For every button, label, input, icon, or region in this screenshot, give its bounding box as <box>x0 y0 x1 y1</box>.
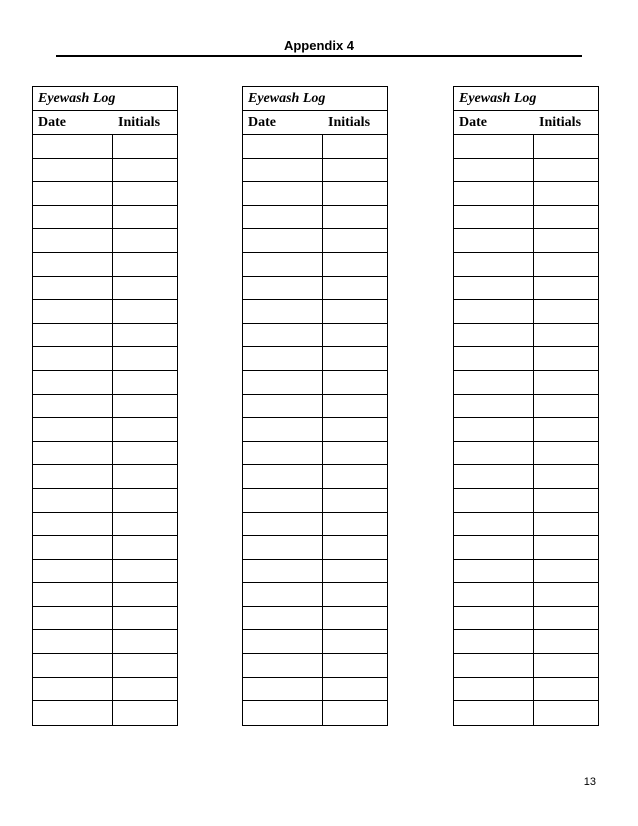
initials-cell[interactable] <box>323 300 387 323</box>
log-row <box>454 324 598 348</box>
date-cell[interactable] <box>454 300 534 323</box>
date-cell[interactable] <box>33 371 113 394</box>
initials-cell[interactable] <box>323 159 387 182</box>
log-row <box>454 300 598 324</box>
log-row <box>33 159 177 183</box>
date-cell[interactable] <box>243 607 323 630</box>
date-cell[interactable] <box>33 253 113 276</box>
log-row <box>33 135 177 159</box>
log-row <box>454 607 598 631</box>
initials-cell[interactable] <box>323 489 387 512</box>
initials-cell[interactable] <box>113 253 177 276</box>
log-row <box>33 513 177 537</box>
date-cell[interactable] <box>454 371 534 394</box>
initials-cell[interactable] <box>534 607 598 630</box>
initials-cell[interactable] <box>113 395 177 418</box>
log-row <box>33 395 177 419</box>
initials-cell[interactable] <box>323 277 387 300</box>
date-cell[interactable] <box>243 229 323 252</box>
date-cell[interactable] <box>454 324 534 347</box>
initials-cell[interactable] <box>113 607 177 630</box>
date-cell[interactable] <box>243 206 323 229</box>
initials-cell[interactable] <box>534 678 598 701</box>
date-cell[interactable] <box>454 654 534 677</box>
date-cell[interactable] <box>454 229 534 252</box>
log-row <box>243 583 387 607</box>
date-cell[interactable] <box>243 324 323 347</box>
date-cell[interactable] <box>243 489 323 512</box>
log-row <box>454 277 598 301</box>
log-row <box>33 418 177 442</box>
title-rule <box>56 55 582 57</box>
log-row <box>243 536 387 560</box>
date-cell[interactable] <box>33 442 113 465</box>
initials-column-header: Initials <box>539 115 582 130</box>
initials-cell[interactable] <box>113 583 177 606</box>
log-row <box>454 678 598 702</box>
log-row <box>454 442 598 466</box>
initials-cell[interactable] <box>534 536 598 559</box>
log-row <box>33 206 177 230</box>
log-header <box>454 111 598 135</box>
log-row <box>33 229 177 253</box>
log-row <box>243 513 387 537</box>
initials-cell[interactable] <box>113 159 177 182</box>
log-row <box>33 607 177 631</box>
date-cell[interactable] <box>454 135 534 158</box>
date-cell[interactable] <box>33 513 113 536</box>
initials-cell[interactable] <box>534 159 598 182</box>
page-title: Appendix 4 <box>283 38 355 53</box>
date-cell[interactable] <box>33 560 113 583</box>
log-row <box>454 536 598 560</box>
initials-cell[interactable] <box>113 277 177 300</box>
log-row <box>454 560 598 584</box>
log-row <box>454 347 598 371</box>
initials-cell[interactable] <box>323 371 387 394</box>
initials-cell[interactable] <box>534 277 598 300</box>
initials-cell[interactable] <box>113 489 177 512</box>
date-cell[interactable] <box>243 395 323 418</box>
date-cell[interactable] <box>243 465 323 488</box>
initials-cell[interactable] <box>113 560 177 583</box>
date-cell[interactable] <box>454 607 534 630</box>
date-cell[interactable] <box>454 678 534 701</box>
date-cell[interactable] <box>243 630 323 653</box>
date-cell[interactable] <box>454 560 534 583</box>
date-cell[interactable] <box>243 654 323 677</box>
log-row <box>33 536 177 560</box>
eyewash-log-table-1 <box>32 86 178 726</box>
log-row <box>243 277 387 301</box>
initials-cell[interactable] <box>534 324 598 347</box>
date-cell[interactable] <box>33 630 113 653</box>
initials-cell[interactable] <box>323 560 387 583</box>
initials-column-header: Initials <box>118 115 161 130</box>
log-row <box>33 630 177 654</box>
eyewash-log-table-2 <box>242 86 388 726</box>
initials-cell[interactable] <box>534 630 598 653</box>
log-row <box>454 159 598 183</box>
initials-cell[interactable] <box>323 442 387 465</box>
log-row <box>454 489 598 513</box>
date-cell[interactable] <box>454 442 534 465</box>
log-row <box>243 560 387 584</box>
log-row <box>33 324 177 348</box>
date-cell[interactable] <box>243 418 323 441</box>
initials-cell[interactable] <box>323 513 387 536</box>
initials-cell[interactable] <box>113 678 177 701</box>
initials-cell[interactable] <box>113 324 177 347</box>
date-cell[interactable] <box>243 371 323 394</box>
initials-cell[interactable] <box>323 135 387 158</box>
log-row <box>454 630 598 654</box>
date-cell[interactable] <box>454 159 534 182</box>
date-cell[interactable] <box>33 206 113 229</box>
log-row <box>243 229 387 253</box>
date-cell[interactable] <box>454 182 534 205</box>
date-cell[interactable] <box>454 277 534 300</box>
initials-cell[interactable] <box>534 583 598 606</box>
date-cell[interactable] <box>454 253 534 276</box>
log-row <box>454 229 598 253</box>
date-column-header: Date <box>248 115 276 130</box>
initials-cell[interactable] <box>323 678 387 701</box>
log-row <box>243 418 387 442</box>
initials-cell[interactable] <box>534 513 598 536</box>
initials-cell[interactable] <box>323 418 387 441</box>
initials-cell[interactable] <box>534 371 598 394</box>
date-cell[interactable] <box>454 395 534 418</box>
initials-cell[interactable] <box>323 607 387 630</box>
log-rows <box>454 135 598 725</box>
date-cell[interactable] <box>33 536 113 559</box>
log-row <box>33 347 177 371</box>
log-row <box>243 678 387 702</box>
date-cell[interactable] <box>33 583 113 606</box>
initials-cell[interactable] <box>534 654 598 677</box>
log-row <box>454 583 598 607</box>
initials-cell[interactable] <box>113 513 177 536</box>
initials-cell[interactable] <box>534 300 598 323</box>
initials-cell[interactable] <box>323 583 387 606</box>
initials-cell[interactable] <box>113 135 177 158</box>
date-cell[interactable] <box>33 489 113 512</box>
log-row <box>243 630 387 654</box>
initials-cell[interactable] <box>534 347 598 370</box>
log-row <box>454 701 598 725</box>
log-row <box>243 206 387 230</box>
date-cell[interactable] <box>454 583 534 606</box>
initials-cell[interactable] <box>534 442 598 465</box>
log-row <box>243 465 387 489</box>
log-row <box>33 701 177 725</box>
initials-cell[interactable] <box>113 465 177 488</box>
date-cell[interactable] <box>243 583 323 606</box>
date-cell[interactable] <box>454 701 534 725</box>
date-cell[interactable] <box>454 418 534 441</box>
date-cell[interactable] <box>454 536 534 559</box>
date-cell[interactable] <box>33 324 113 347</box>
log-row <box>33 560 177 584</box>
date-cell[interactable] <box>33 277 113 300</box>
log-row <box>454 418 598 442</box>
log-row <box>454 395 598 419</box>
initials-column-header: Initials <box>328 115 371 130</box>
log-row <box>243 442 387 466</box>
log-row <box>454 135 598 159</box>
initials-cell[interactable] <box>534 253 598 276</box>
initials-cell[interactable] <box>113 630 177 653</box>
log-title: Eyewash Log <box>243 87 387 111</box>
log-row <box>243 701 387 725</box>
initials-cell[interactable] <box>323 701 387 725</box>
initials-cell[interactable] <box>534 395 598 418</box>
initials-cell[interactable] <box>534 135 598 158</box>
log-header <box>33 111 177 135</box>
date-cell[interactable] <box>33 159 113 182</box>
date-cell[interactable] <box>454 513 534 536</box>
log-row <box>243 324 387 348</box>
date-cell[interactable] <box>243 536 323 559</box>
date-cell[interactable] <box>243 277 323 300</box>
date-cell[interactable] <box>454 465 534 488</box>
log-row <box>243 182 387 206</box>
initials-cell[interactable] <box>323 324 387 347</box>
date-cell[interactable] <box>33 347 113 370</box>
initials-cell[interactable] <box>323 465 387 488</box>
initials-cell[interactable] <box>113 300 177 323</box>
log-row <box>33 678 177 702</box>
initials-cell[interactable] <box>323 347 387 370</box>
log-row <box>33 442 177 466</box>
initials-cell[interactable] <box>113 536 177 559</box>
initials-cell[interactable] <box>534 229 598 252</box>
date-column-header: Date <box>38 115 66 130</box>
date-cell[interactable] <box>454 489 534 512</box>
log-header <box>243 111 387 135</box>
log-row <box>33 300 177 324</box>
date-cell[interactable] <box>33 418 113 441</box>
log-row <box>454 371 598 395</box>
log-row <box>454 465 598 489</box>
log-row <box>243 347 387 371</box>
date-cell[interactable] <box>243 513 323 536</box>
initials-cell[interactable] <box>323 229 387 252</box>
log-row <box>33 371 177 395</box>
date-cell[interactable] <box>33 654 113 677</box>
initials-cell[interactable] <box>534 701 598 725</box>
date-cell[interactable] <box>33 465 113 488</box>
log-row <box>454 206 598 230</box>
log-row <box>454 654 598 678</box>
initials-cell[interactable] <box>534 489 598 512</box>
initials-cell[interactable] <box>534 418 598 441</box>
date-cell[interactable] <box>243 701 323 725</box>
date-cell[interactable] <box>33 135 113 158</box>
log-row <box>33 489 177 513</box>
eyewash-log-table-3 <box>453 86 599 726</box>
date-cell[interactable] <box>243 253 323 276</box>
log-row <box>33 583 177 607</box>
initials-cell[interactable] <box>113 182 177 205</box>
log-row <box>33 654 177 678</box>
initials-cell[interactable] <box>113 206 177 229</box>
log-row <box>33 277 177 301</box>
log-row <box>243 253 387 277</box>
log-rows <box>33 135 177 725</box>
date-cell[interactable] <box>33 229 113 252</box>
initials-cell[interactable] <box>323 253 387 276</box>
date-cell[interactable] <box>243 300 323 323</box>
date-cell[interactable] <box>33 300 113 323</box>
log-row <box>243 371 387 395</box>
date-cell[interactable] <box>33 678 113 701</box>
log-row <box>243 395 387 419</box>
log-row <box>454 182 598 206</box>
date-cell[interactable] <box>243 560 323 583</box>
initials-cell[interactable] <box>113 229 177 252</box>
initials-cell[interactable] <box>323 182 387 205</box>
initials-cell[interactable] <box>113 654 177 677</box>
log-rows <box>243 135 387 725</box>
initials-cell[interactable] <box>323 206 387 229</box>
initials-cell[interactable] <box>113 371 177 394</box>
log-row <box>243 159 387 183</box>
date-cell[interactable] <box>33 395 113 418</box>
date-cell[interactable] <box>243 159 323 182</box>
log-title: Eyewash Log <box>33 87 177 111</box>
date-column-header: Date <box>459 115 487 130</box>
date-cell[interactable] <box>243 347 323 370</box>
page-number: 13 <box>583 776 596 788</box>
log-row <box>243 135 387 159</box>
log-row <box>243 300 387 324</box>
date-cell[interactable] <box>243 135 323 158</box>
log-title: Eyewash Log <box>454 87 598 111</box>
initials-cell[interactable] <box>534 465 598 488</box>
log-row <box>243 607 387 631</box>
date-cell[interactable] <box>454 206 534 229</box>
log-row <box>243 654 387 678</box>
log-row <box>33 465 177 489</box>
initials-cell[interactable] <box>323 536 387 559</box>
date-cell[interactable] <box>243 182 323 205</box>
initials-cell[interactable] <box>323 654 387 677</box>
initials-cell[interactable] <box>323 630 387 653</box>
log-row <box>33 253 177 277</box>
date-cell[interactable] <box>33 182 113 205</box>
initials-cell[interactable] <box>113 347 177 370</box>
initials-cell[interactable] <box>113 418 177 441</box>
log-row <box>454 513 598 537</box>
log-row <box>454 253 598 277</box>
date-cell[interactable] <box>454 347 534 370</box>
initials-cell[interactable] <box>534 182 598 205</box>
initials-cell[interactable] <box>534 206 598 229</box>
initials-cell[interactable] <box>113 701 177 725</box>
date-cell[interactable] <box>454 630 534 653</box>
date-cell[interactable] <box>33 607 113 630</box>
date-cell[interactable] <box>243 442 323 465</box>
log-row <box>243 489 387 513</box>
initials-cell[interactable] <box>113 442 177 465</box>
initials-cell[interactable] <box>323 395 387 418</box>
date-cell[interactable] <box>243 678 323 701</box>
initials-cell[interactable] <box>534 560 598 583</box>
log-row <box>33 182 177 206</box>
date-cell[interactable] <box>33 701 113 725</box>
